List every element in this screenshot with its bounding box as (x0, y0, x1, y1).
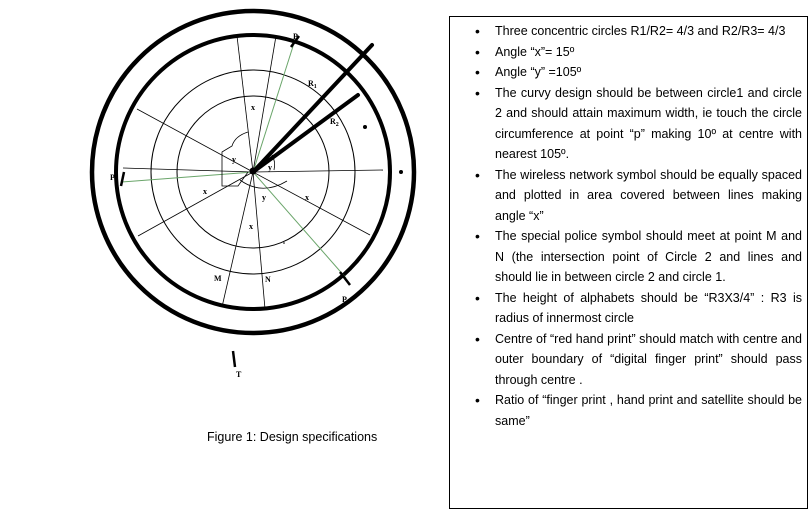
radial-line (253, 172, 370, 235)
dot-right-outer (399, 170, 403, 174)
label-p-top: P (293, 32, 298, 41)
spec-item-circles: • Three concentric circles R1/R2= 4/3 and R2/R3= 4/3 (495, 21, 802, 42)
label-y-left: y (232, 155, 236, 164)
thick-line-r1 (253, 45, 372, 172)
dot-right-inner (363, 125, 367, 129)
label-x-right: x (305, 193, 309, 202)
label-n: N (265, 275, 271, 284)
label-t: T (236, 370, 242, 379)
centre-point (250, 168, 257, 175)
spec-item-curvy-design: • The curvy design should be between circle1 and circle 2 and should attain maximum width, ie touch the circle circumference at point “p” making 10º at centre with nearest 105º. (495, 83, 802, 165)
radial-line (123, 168, 253, 172)
spec-item-alphabet-height: • The height of alphabets should be “R3X3/4” : R3 is radius of innermost circle (495, 288, 802, 329)
label-r1: $R_1$ (308, 79, 317, 90)
radial-line (138, 172, 253, 236)
radial-line (222, 172, 253, 307)
label-p-left: P (110, 173, 115, 182)
tick-t (233, 351, 235, 367)
label-y-right: y (268, 163, 272, 172)
dot-small (283, 242, 285, 244)
label-p-bottom: P (342, 295, 347, 304)
spec-item-angle-y: • Angle “y” =105º (495, 62, 802, 83)
thick-wedge-lines (253, 45, 372, 172)
spec-item-angle-x: • Angle “x”= 15º (495, 42, 802, 63)
thick-line-r2 (253, 95, 358, 172)
specification-box (449, 16, 808, 509)
label-x-top: x (251, 103, 255, 112)
spec-item-ratio: • Ratio of “finger print , hand print and satellite should be same” (495, 390, 802, 431)
label-x-bottom: x (249, 222, 253, 231)
radial-line (253, 170, 383, 172)
spec-item-wireless-symbol: • The wireless network symbol should be equally spaced and plotted in area covered between lines making angle “x” (495, 165, 802, 227)
label-y-bottom: y (262, 193, 266, 202)
label-x-left: x (203, 187, 207, 196)
label-m: M (214, 274, 222, 283)
specification-list (450, 17, 807, 431)
figure-caption: Figure 1: Design specifications (207, 430, 378, 444)
green-line-p-left (122, 172, 253, 182)
tick-p-left (121, 172, 124, 186)
label-r2: $R_2$ (330, 117, 339, 128)
spec-item-hand-print: • Centre of “red hand print” should match with centre and outer boundary of “digital finger print” should pass through centre . (495, 329, 802, 391)
spec-item-police-symbol: • The special police symbol should meet at point M and N (the intersection point of Circle 2 and lines and should lie in between circle 2 and circle 1. (495, 226, 802, 288)
